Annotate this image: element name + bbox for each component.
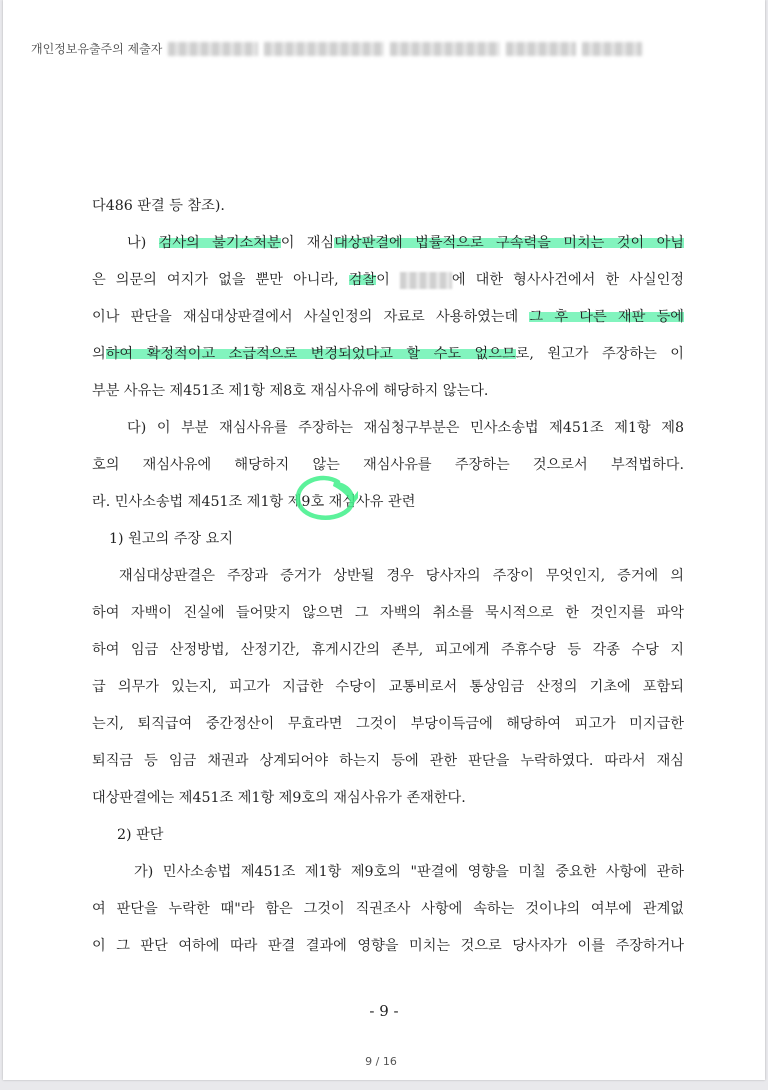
text-line: 은 의문의 여지가 없을 뿐만 아니라, 검찰이 에 대한 형사사건에서 한 사실인정 bbox=[92, 272, 684, 288]
text-line: 이나 판단을 재심대상판결에서 사실인정의 자료로 사용하였는데 그 후 다른 재판 등에 bbox=[92, 309, 684, 325]
text-line: 하여 임금 산정방법, 산정기간, 휴게시간의 존부, 피고에게 주휴수당 등 각종 수당 지 bbox=[92, 642, 684, 658]
text-line: 여 판단을 누락한 때"라 함은 그것이 직권조사 사항에 속하는 것이냐의 여부에 관계없 bbox=[92, 901, 684, 917]
text-line: 급 의무가 있는지, 피고가 지급한 수당이 교통비로서 통상임금 산정의 기초에 포함되 bbox=[92, 679, 684, 695]
text-line: 의하여 확정적이고 소급적으로 변경되었다고 할 수도 없으므로, 원고가 주장하는 이 bbox=[92, 346, 684, 362]
document-page bbox=[3, 0, 765, 1080]
pdf-page-indicator: 9 / 16 bbox=[365, 1055, 397, 1068]
redacted-header-block bbox=[390, 42, 500, 56]
subsection-heading: 1) 원고의 주장 요지 bbox=[109, 531, 234, 547]
header-text: 개인정보유출주의 제출자 bbox=[31, 42, 163, 56]
text-line: 대상판결에는 제451조 제1항 제9호의 재심사유가 존재한다. bbox=[92, 790, 466, 806]
highlight-mark: 검사의 불기소처분 bbox=[158, 235, 281, 251]
highlight-mark: 대상판결에 법률적으로 구속력을 미치는 것이 아님 bbox=[334, 235, 684, 251]
highlight-mark: 그 후 다른 재판 등에 bbox=[529, 309, 684, 325]
subsection-heading: 2) 판단 bbox=[117, 827, 164, 843]
text-line: 부분 사유는 제451조 제1항 제8호 재심사유에 해당하지 않는다. bbox=[92, 383, 489, 399]
document-body bbox=[92, 188, 684, 965]
redacted-header-block bbox=[168, 42, 258, 56]
highlight-mark: 하여 확정적이고 소급적으로 변경되었다고 할 수도 없으므 bbox=[105, 346, 516, 362]
text-line: 이 그 판단 여하에 따라 판결 결과에 영향을 미치는 것으로 당사자가 이를 주장하거나 bbox=[92, 938, 684, 954]
page-header bbox=[31, 40, 642, 57]
page-number: - 9 - bbox=[369, 1002, 399, 1020]
text-line: 호의 재심사유에 해당하지 않는 재심사유를 주장하는 것으로서 부적법하다. bbox=[92, 457, 684, 473]
redacted-name bbox=[400, 272, 452, 289]
redacted-header-block bbox=[582, 42, 642, 56]
text-line: 나) 검사의 불기소처분이 재심대상판결에 법률적으로 구속력을 미치는 것이 아님 bbox=[127, 235, 684, 251]
text-line: 가) 민사소송법 제451조 제1항 제9호의 "판결에 영향을 미칠 중요한 사항에 관하 bbox=[134, 864, 684, 880]
text-line: 는지, 퇴직급여 중간정산이 무효라면 그것이 부당이득금에 해당하여 피고가 미지급한 bbox=[92, 716, 684, 732]
highlight-mark: 검찰 bbox=[348, 272, 377, 288]
text-line: 다) 이 부분 재심사유를 주장하는 재심청구부분은 민사소송법 제451조 제1항 제8 bbox=[127, 420, 684, 436]
section-heading: 라. 민사소송법 제451조 제1항 제9호 재심사유 관련 bbox=[92, 484, 684, 521]
text-line: 퇴직금 등 임금 채권과 상계되어야 하는지 등에 관한 판단을 누락하였다. 따라서 재심 bbox=[92, 753, 684, 769]
redacted-header-block bbox=[264, 42, 384, 56]
text-line: 재심대상판결은 주장과 증거가 상반될 경우 당사자의 주장이 무엇인지, 증거에 의 bbox=[119, 568, 684, 584]
text-line: 다486 판결 등 참조). bbox=[92, 198, 225, 214]
redacted-header-block bbox=[506, 42, 576, 56]
text-line: 하여 자백이 진실에 들어맞지 않으면 그 자백의 취소를 묵시적으로 한 것인지를 파악 bbox=[92, 605, 684, 621]
